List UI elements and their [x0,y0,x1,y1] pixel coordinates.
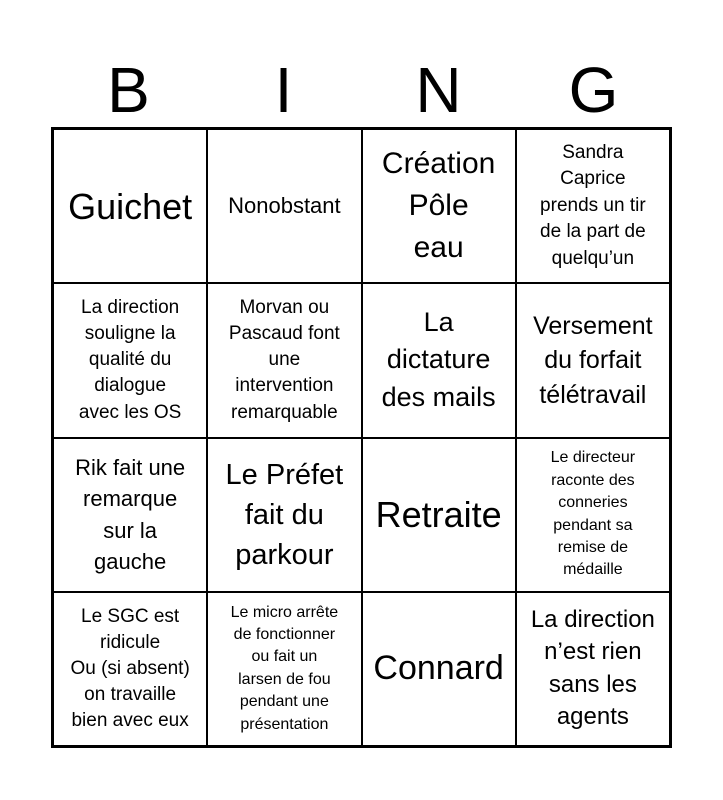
bingo-header [51,52,671,128]
bingo-cell-r2c1[interactable]: La direction souligne la qualité du dialogue avec les OS [53,283,207,437]
bingo-cell-r3c4[interactable]: Le directeur raconte des conneries pendant sa remise de médaille [516,438,670,592]
bingo-cell-r2c3[interactable]: La dictature des mails [362,283,516,437]
bingo-cell-r3c2[interactable]: Le Préfet fait du parkour [207,438,361,592]
bingo-cell-r4c3[interactable]: Connard [362,592,516,746]
bingo-cell-r3c1[interactable]: Rik fait une remarque sur la gauche [53,438,207,592]
header-letter-b: B [107,54,150,126]
bingo-cell-r4c2[interactable]: Le micro arrête de fonctionner ou fait un larsen de fou pendant une présentation [207,592,361,746]
header-letter-g: G [568,54,619,126]
bingo-cell-r3c3[interactable]: Retraite [362,438,516,592]
header-letter-n: N [415,54,462,126]
bingo-cell-r1c3[interactable]: Création Pôle eau [362,129,516,283]
bingo-grid [51,127,672,748]
bingo-cell-r2c4[interactable]: Versement du forfait télétravail [516,283,670,437]
bingo-cell-r2c2[interactable]: Morvan ou Pascaud font une intervention remarquable [207,283,361,437]
bingo-cell-r1c2[interactable]: Nonobstant [207,129,361,283]
header-letter-i: I [274,54,293,126]
bingo-cell-r4c1[interactable]: Le SGC est ridicule Ou (si absent) on travaille bien avec eux [53,592,207,746]
bingo-cell-r1c4[interactable]: Sandra Caprice prends un tir de la part de quelqu’un [516,129,670,283]
bingo-cell-r1c1[interactable]: Guichet [53,129,207,283]
bingo-cell-r4c4[interactable]: La direction n’est rien sans les agents [516,592,670,746]
